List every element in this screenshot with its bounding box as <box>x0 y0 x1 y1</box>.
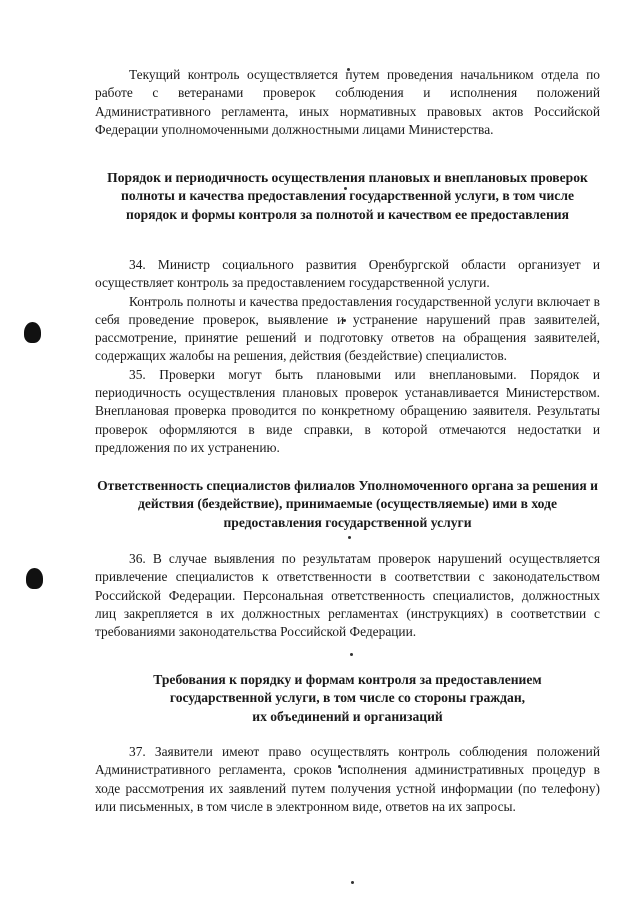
paragraph-37: 37. Заявители имеют право осуществлять контроль соблюдения положений Административного регламента, сроков исполнения административных процедур в ходе рассмотрения их заявлений путем получения устной информации (по телефону) или письменных, в том числе в электронном виде, ответов на их запросы. <box>95 744 600 814</box>
paragraph-block-37 <box>95 743 600 816</box>
paragraph-block-36 <box>95 550 600 641</box>
paragraph-35: 35. Проверки могут быть плановыми или внеплановыми. Порядок и периодичность осуществления плановых проверок устанавливается Министерством. Внеплановая проверка проводится по конкретному обращению заявителя. Результаты проверок оформляются в виде справки, в которой отмечаются недостатки и предложения по их устранению. <box>95 366 600 455</box>
paragraph-block-34-35 <box>95 256 600 457</box>
punch-hole-lower <box>26 568 43 589</box>
heading-text: Порядок и периодичность осуществления плановых и внеплановых проверок полноты и качества предоставления государственной услуги, в том числе порядок и формы контроля за полнотой и качеством ее предоставления <box>107 170 588 222</box>
section-heading-requirements <box>95 671 600 726</box>
heading-line: государственной услуги, в том числе со стороны граждан, <box>169 690 526 706</box>
punch-hole-upper <box>24 322 41 343</box>
heading-line: Требования к порядку и формам контроля за предоставлением <box>153 672 542 687</box>
heading-line: их объединений и организаций <box>252 708 443 724</box>
scan-speck <box>350 653 353 656</box>
section-heading-responsibility <box>95 477 600 532</box>
scan-speck <box>348 536 351 539</box>
paragraph-34: 34. Министр социального развития Оренбургской области организует и осуществляет контроль за предоставлением государственной услуги. <box>95 257 600 291</box>
heading-text: Ответственность специалистов филиалов Уполномоченного органа за решения и действия (бездействие), принимаемые (осуществляемые) ими в ходе предоставления государственной услуги <box>97 478 598 530</box>
paragraph-36: 36. В случае выявления по результатам проверок нарушений осуществляется привлечение специалистов к ответственности в соответствии с законодательством Российской Федерации. Персональная ответственность специалистов, должностных лиц закрепляется в их должностных регламентах (инструкциях) в соответствии с требованиями законодательства Российской Федерации. <box>95 551 600 640</box>
paragraph-34-control: Контроль полноты и качества предоставления государственной услуги включает в себя проведение проверок, выявление и устранение нарушений прав заявителей, рассмотрение, принятие решений и подготовку ответов на обращения заявителей, содержащих жалобы на решения, действия (бездействие) специалистов. <box>95 293 600 364</box>
scan-speck <box>351 881 354 884</box>
paragraph-text: Текущий контроль осуществляется путем проведения начальником отдела по работе с ветеранами проверок соблюдения и исполнения положений Административного регламента, иных нормативных правовых актов Российской Федерации уполномоченными должностными лицами Министерства. <box>95 67 600 137</box>
paragraph-current-control <box>95 66 600 139</box>
section-heading-inspections <box>95 169 600 224</box>
